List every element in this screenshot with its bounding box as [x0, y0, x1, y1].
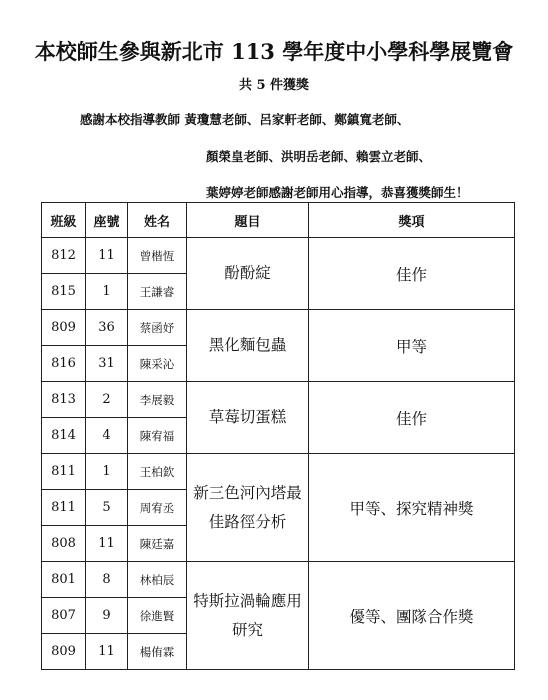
header-award: 獎項 — [309, 203, 515, 238]
seat-cell: 8 — [86, 562, 128, 598]
name-cell: 陳宥福 — [128, 418, 187, 454]
thanks-line-3: 葉婷婷老師感謝老師用心指導，恭喜獲獎師生！ — [206, 185, 469, 200]
seat-cell: 11 — [86, 526, 128, 562]
class-cell: 807 — [42, 598, 86, 634]
name-cell: 陳采沁 — [128, 346, 187, 382]
table-row — [42, 310, 515, 346]
header-class: 班級 — [42, 203, 86, 238]
table-header-row — [42, 203, 515, 238]
topic-cell: 新三色河內塔最佳路徑分析 — [187, 454, 309, 562]
table-row — [42, 238, 515, 274]
award-cell: 佳作 — [309, 382, 515, 454]
class-cell: 809 — [42, 634, 86, 670]
topic-cell: 草莓切蛋糕 — [187, 382, 309, 454]
name-cell: 周宥丞 — [128, 490, 187, 526]
page-title: 本校師生參與新北市 113 學年度中小學科學展覽會 — [34, 39, 514, 64]
name-cell: 王柏欽 — [128, 454, 187, 490]
class-cell: 811 — [42, 454, 86, 490]
class-cell: 801 — [42, 562, 86, 598]
table-row — [42, 562, 515, 598]
class-cell: 809 — [42, 310, 86, 346]
thanks-line-1: 感謝本校指導教師 黃瓊慧老師、呂家軒老師、鄭鎮寬老師、 — [80, 112, 410, 127]
header-seat: 座號 — [86, 203, 128, 238]
name-cell: 楊侑霖 — [128, 634, 187, 670]
class-cell: 815 — [42, 274, 86, 310]
name-cell: 蔡函妤 — [128, 310, 187, 346]
seat-cell: 4 — [86, 418, 128, 454]
name-cell: 曾楷恆 — [128, 238, 187, 274]
name-cell: 陳廷嘉 — [128, 526, 187, 562]
class-cell: 812 — [42, 238, 86, 274]
seat-cell: 11 — [86, 634, 128, 670]
seat-cell: 1 — [86, 454, 128, 490]
name-cell: 王謙睿 — [128, 274, 187, 310]
award-cell: 優等、團隊合作獎 — [309, 562, 515, 670]
award-cell: 甲等 — [309, 310, 515, 382]
seat-cell: 2 — [86, 382, 128, 418]
topic-cell: 特斯拉渦輪應用研究 — [187, 562, 309, 670]
seat-cell: 5 — [86, 490, 128, 526]
name-cell: 林柏辰 — [128, 562, 187, 598]
seat-cell: 11 — [86, 238, 128, 274]
seat-cell: 1 — [86, 274, 128, 310]
seat-cell: 31 — [86, 346, 128, 382]
header-name: 姓名 — [128, 203, 187, 238]
class-cell: 808 — [42, 526, 86, 562]
seat-cell: 9 — [86, 598, 128, 634]
topic-cell: 黑化麵包蟲 — [187, 310, 309, 382]
table-row — [42, 454, 515, 490]
topic-cell: 酚酚綻 — [187, 238, 309, 310]
table-row — [42, 382, 515, 418]
award-cell: 佳作 — [309, 238, 515, 310]
thanks-line-2: 顏榮皇老師、洪明岳老師、賴雲立老師、 — [206, 149, 432, 164]
seat-cell: 36 — [86, 310, 128, 346]
name-cell: 徐進賢 — [128, 598, 187, 634]
name-cell: 李展毅 — [128, 382, 187, 418]
award-cell: 甲等、探究精神獎 — [309, 454, 515, 562]
class-cell: 816 — [42, 346, 86, 382]
header-topic: 題目 — [187, 203, 309, 238]
class-cell: 814 — [42, 418, 86, 454]
award-count: 共 5 件獲獎 — [238, 78, 310, 93]
class-cell: 811 — [42, 490, 86, 526]
class-cell: 813 — [42, 382, 86, 418]
awards-table — [41, 202, 515, 670]
